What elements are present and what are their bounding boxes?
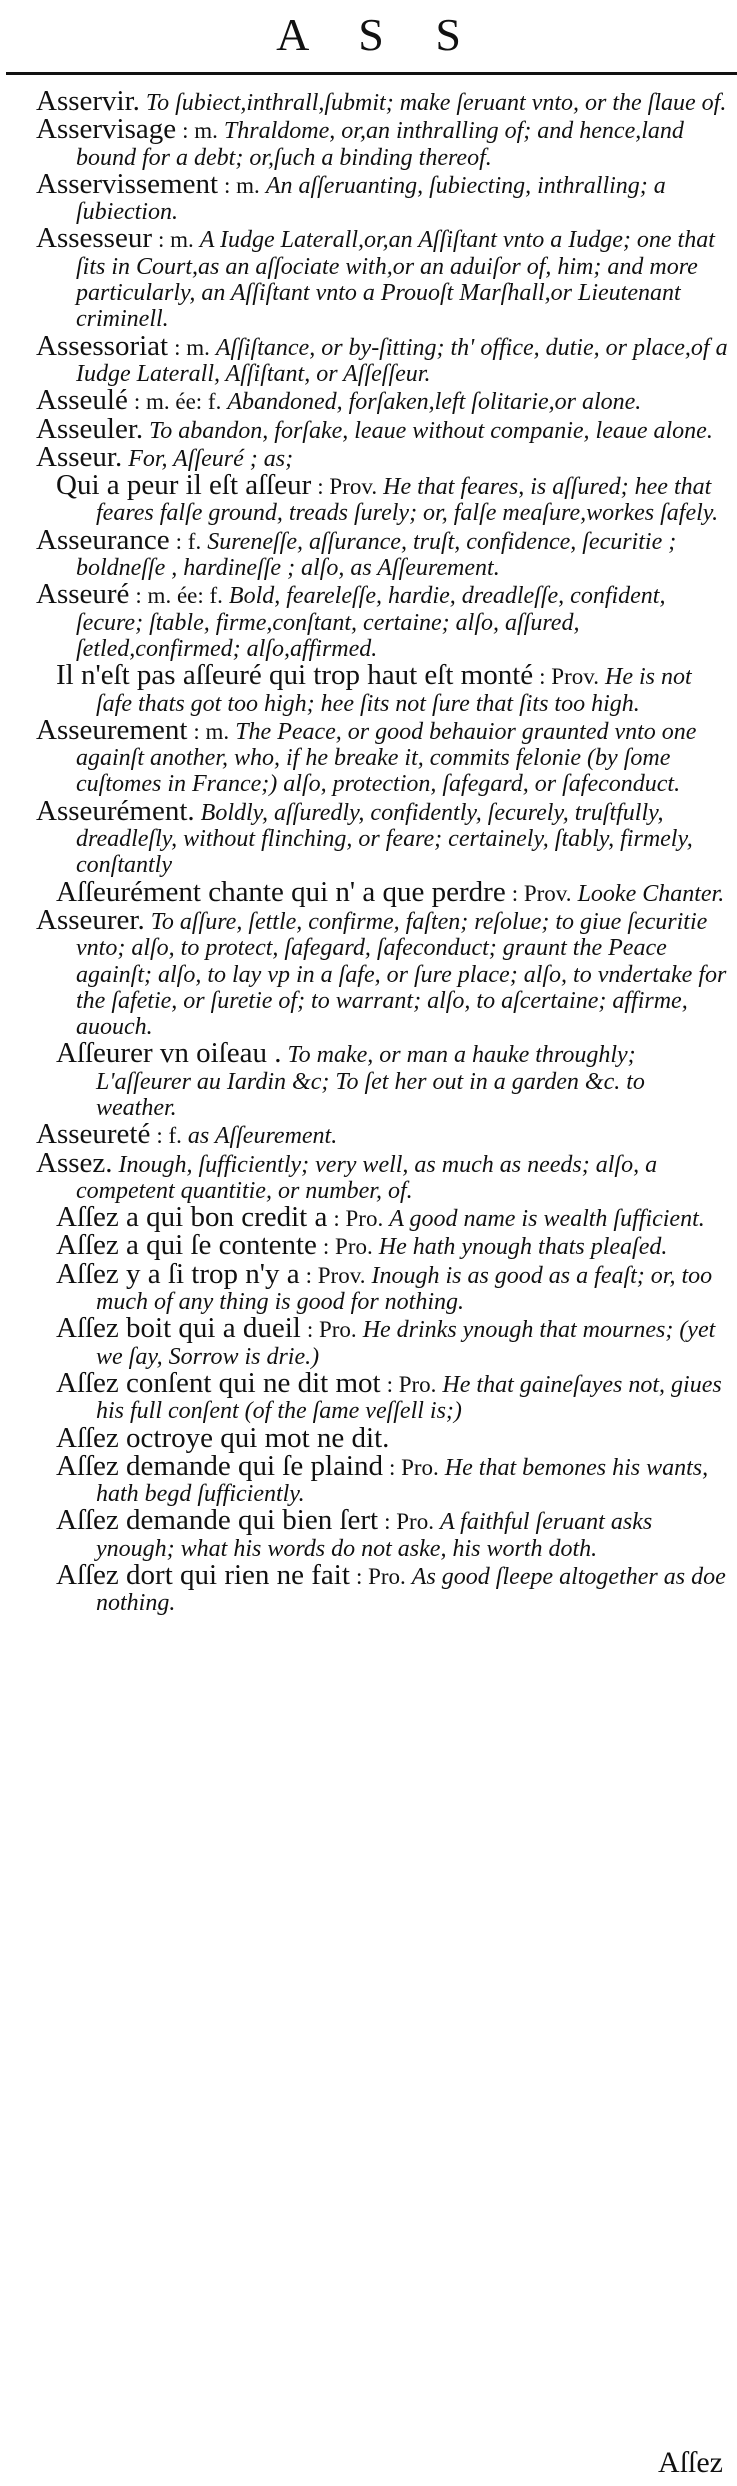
- proverb-entry: [36, 1366, 728, 1425]
- proverb-entry: [36, 1229, 728, 1262]
- grammar-label: : m.: [193, 718, 230, 744]
- headword: Aſſeurer vn oiſeau .: [56, 1037, 282, 1070]
- proverb-entry: [36, 1421, 728, 1454]
- headword: Aſſez conſent qui ne dit mot: [56, 1366, 381, 1399]
- grammar-label: : f.: [156, 1123, 182, 1149]
- headword: Aſſeurément chante qui n' a que perdre: [56, 875, 506, 908]
- dictionary-entry: [36, 794, 728, 879]
- grammar-label: : Pro.: [333, 1206, 384, 1232]
- grammar-label: : Pro.: [384, 1509, 434, 1535]
- grammar-label: : Prov.: [511, 880, 572, 906]
- headword: Asseurément.: [36, 794, 195, 827]
- grammar-label: : Prov.: [317, 474, 378, 500]
- headword: Aſſez y a ſi trop n'y a: [56, 1257, 300, 1290]
- dictionary-entry: [36, 222, 728, 333]
- definition: Inough, ſufficiently; very well, as much as needs; alſo, a competent quantitie, or number, of.: [76, 1151, 658, 1204]
- proverb-entry: [36, 1504, 728, 1562]
- headword: Aſſez a qui bon credit a: [56, 1201, 328, 1234]
- dictionary-entry: [36, 903, 728, 1041]
- grammar-label: : m. ée: f.: [135, 583, 223, 609]
- dictionary-entry: [36, 713, 728, 798]
- proverb-entry: [36, 875, 728, 908]
- dictionary-entry: [36, 329, 728, 388]
- dictionary-entry: [36, 384, 728, 417]
- definition: The Peace, or good behauior graunted vnto one againſt another, who, if he breake it, commits felonie (by ſome cuſtomes in France;) alſo, protection, ſafegard, or ſafeconduct.: [76, 718, 697, 798]
- definition: As good ſleepe altogether as doe nothing.: [96, 1564, 726, 1617]
- proverb-entry: [36, 659, 728, 717]
- grammar-label: : m.: [224, 172, 260, 198]
- definition: He that bemones his wants, hath begd ſufficiently.: [96, 1454, 709, 1508]
- page-header: [0, 0, 737, 70]
- headword: Aſſez a qui ſe contente: [56, 1229, 317, 1262]
- definition: A faithful ſeruant asks ynough; what his words do not aske, his worth doth.: [96, 1509, 653, 1562]
- definition: Sureneſſe, aſſurance, truſt, confidence, ſecuritie ; boldneſſe , hardineſſe ; alſo, as Aſſeurement.: [76, 528, 677, 582]
- definition: He that feares, is aſſured; hee that feares falſe ground, treads ſurely; or, falſe meaſure,workes ſafely.: [96, 474, 719, 527]
- definition: He that gaineſayes not, giues his full conſent (of the ſame veſſell is;): [96, 1371, 722, 1425]
- headword: Asseurement: [36, 713, 188, 746]
- grammar-label: : m.: [182, 118, 218, 144]
- headword: Asseuré: [36, 578, 130, 611]
- headword: Asseulé: [36, 384, 128, 417]
- dictionary-entry: [36, 578, 728, 662]
- grammar-label: : Prov.: [539, 664, 599, 690]
- grammar-label: : Pro.: [386, 1371, 437, 1397]
- dictionary-entry: [36, 1118, 728, 1151]
- running-head: A S S: [276, 9, 481, 60]
- grammar-label: : Pro.: [306, 1317, 357, 1343]
- headword: Aſſez octroye qui mot ne dit.: [56, 1421, 390, 1454]
- headword: Asseurer.: [36, 903, 145, 936]
- grammar-label: : Pro.: [322, 1234, 373, 1260]
- headword: Asseur.: [36, 440, 123, 473]
- definition: Looke Chanter.: [577, 880, 725, 907]
- dictionary-entry: [36, 440, 728, 473]
- definition: To ſubiect,inthrall,ſubmit; make ſeruant vnto, or the ſlaue of.: [145, 90, 727, 116]
- definition: He is not ſafe thats got too high; hee ſits not ſure that ſits too high.: [96, 664, 692, 717]
- proverb-entry: [36, 1201, 728, 1234]
- headword: Assesseur: [36, 222, 152, 255]
- grammar-label: : m.: [174, 334, 210, 360]
- definition: He hath ynough thats pleaſed.: [378, 1234, 668, 1261]
- headword: Asservissement: [36, 167, 219, 200]
- proverb-entry: [36, 1559, 728, 1617]
- grammar-label: : m.: [158, 227, 194, 253]
- dictionary-entry: [36, 167, 728, 226]
- proverb-entry: [36, 1257, 728, 1316]
- dictionary-entries: [36, 85, 728, 1617]
- header-rule: [6, 72, 737, 75]
- grammar-label: : Prov.: [305, 1262, 366, 1288]
- catchword: Aſſez: [658, 2446, 723, 2479]
- headword: Asservisage: [36, 113, 177, 146]
- grammar-label: : m. ée: f.: [133, 389, 222, 415]
- grammar-label: : Pro.: [355, 1564, 406, 1590]
- definition: Abandoned, forſaken,left ſolitarie,or alone.: [227, 389, 642, 416]
- proverb-entry: [36, 469, 728, 527]
- definition: For, Aſſeuré ; as;: [128, 445, 294, 472]
- definition: To make, or man a hauke throughly; L'aſſeurer au Iardin &c; To ſet her out in a garden &c. to weather.: [96, 1042, 645, 1121]
- headword: Qui a peur il eſt aſſeur: [56, 469, 312, 502]
- definition: Thraldome, or,an inthralling of; and hence,land bound for a debt; or,ſuch a binding thereof.: [76, 118, 684, 171]
- headword: Aſſez boit qui a dueil: [56, 1312, 301, 1345]
- grammar-label: : f.: [175, 528, 202, 554]
- headword: Aſſez demande qui ſe plaind: [56, 1449, 383, 1482]
- dictionary-entry: [36, 1146, 728, 1205]
- definition: Inough is as good as a feaſt; or, too much of any thing is good for nothing.: [96, 1262, 713, 1316]
- headword: Assez.: [36, 1146, 113, 1179]
- definition: Bold, feareleſſe, hardie, dreadleſſe, confident, ſecure; ſtable, firme,conſtant, certaine; alſo, aſſured, ſetled,confirmed; alſo,affirmed.: [76, 583, 666, 662]
- definition: as Aſſeurement.: [187, 1123, 338, 1150]
- proverb-entry: [36, 1037, 728, 1121]
- dictionary-entry: [36, 113, 728, 171]
- definition: A Iudge Laterall,or,an Aſſiſtant vnto a Iudge; one that ſits in Court,as an aſſociate with,or an aduiſor of, him; and more particularly, an Aſſiſtant vnto a Prouoſt Marſhall,or Lieutenant criminell.: [76, 227, 715, 333]
- dictionary-entry: [36, 523, 728, 582]
- definition: Boldly, aſſuredly, confidently, ſecurely, truſtfully, dreadleſly, without flinching, or feare; certainely, ſtably, firmely, conſtantly: [76, 799, 693, 879]
- proverb-entry: [36, 1312, 728, 1370]
- definition: Aſſiſtance, or by-ſitting; th' office, dutie, or place,of a Iudge Laterall, Aſſiſtant, or Aſſeſſeur.: [76, 334, 728, 387]
- definition: To aſſure, ſettle, confirme, faſten; reſolue; to giue ſecuritie vnto; alſo, to protect, ſafegard, ſafeconduct; graunt the Peace againſt; alſo, to lay vp in a ſafe, or ſure place; alſo, to vndertake for the ſafetie, or ſuretie of; to warrant; alſo, to aſcertaine; affirme, auouch.: [76, 908, 727, 1041]
- definition: A good name is wealth ſufficient.: [389, 1206, 705, 1233]
- headword: Aſſez demande qui bien ſert: [56, 1504, 379, 1537]
- headword: Asseureté: [36, 1118, 151, 1151]
- headword: Assessoriat: [36, 329, 169, 362]
- dictionary-entry: [36, 412, 728, 445]
- dictionary-entry: [36, 85, 728, 117]
- definition: To abandon, forſake, leaue without companie, leaue alone.: [149, 417, 713, 444]
- headword: Asseurance: [36, 523, 170, 556]
- headword: Il n'eſt pas aſſeuré qui trop haut eſt monté: [56, 659, 534, 692]
- headword: Asservir.: [36, 85, 140, 117]
- definition: He drinks ynough that mournes; (yet we ſay, Sorrow is drie.): [96, 1317, 716, 1370]
- headword: Aſſez dort qui rien ne fait: [56, 1559, 350, 1592]
- proverb-entry: [36, 1449, 728, 1508]
- grammar-label: : Pro.: [388, 1454, 439, 1480]
- headword: Asseuler.: [36, 412, 144, 445]
- definition: An aſſeruanting, ſubiecting, inthralling; a ſubiection.: [76, 172, 666, 226]
